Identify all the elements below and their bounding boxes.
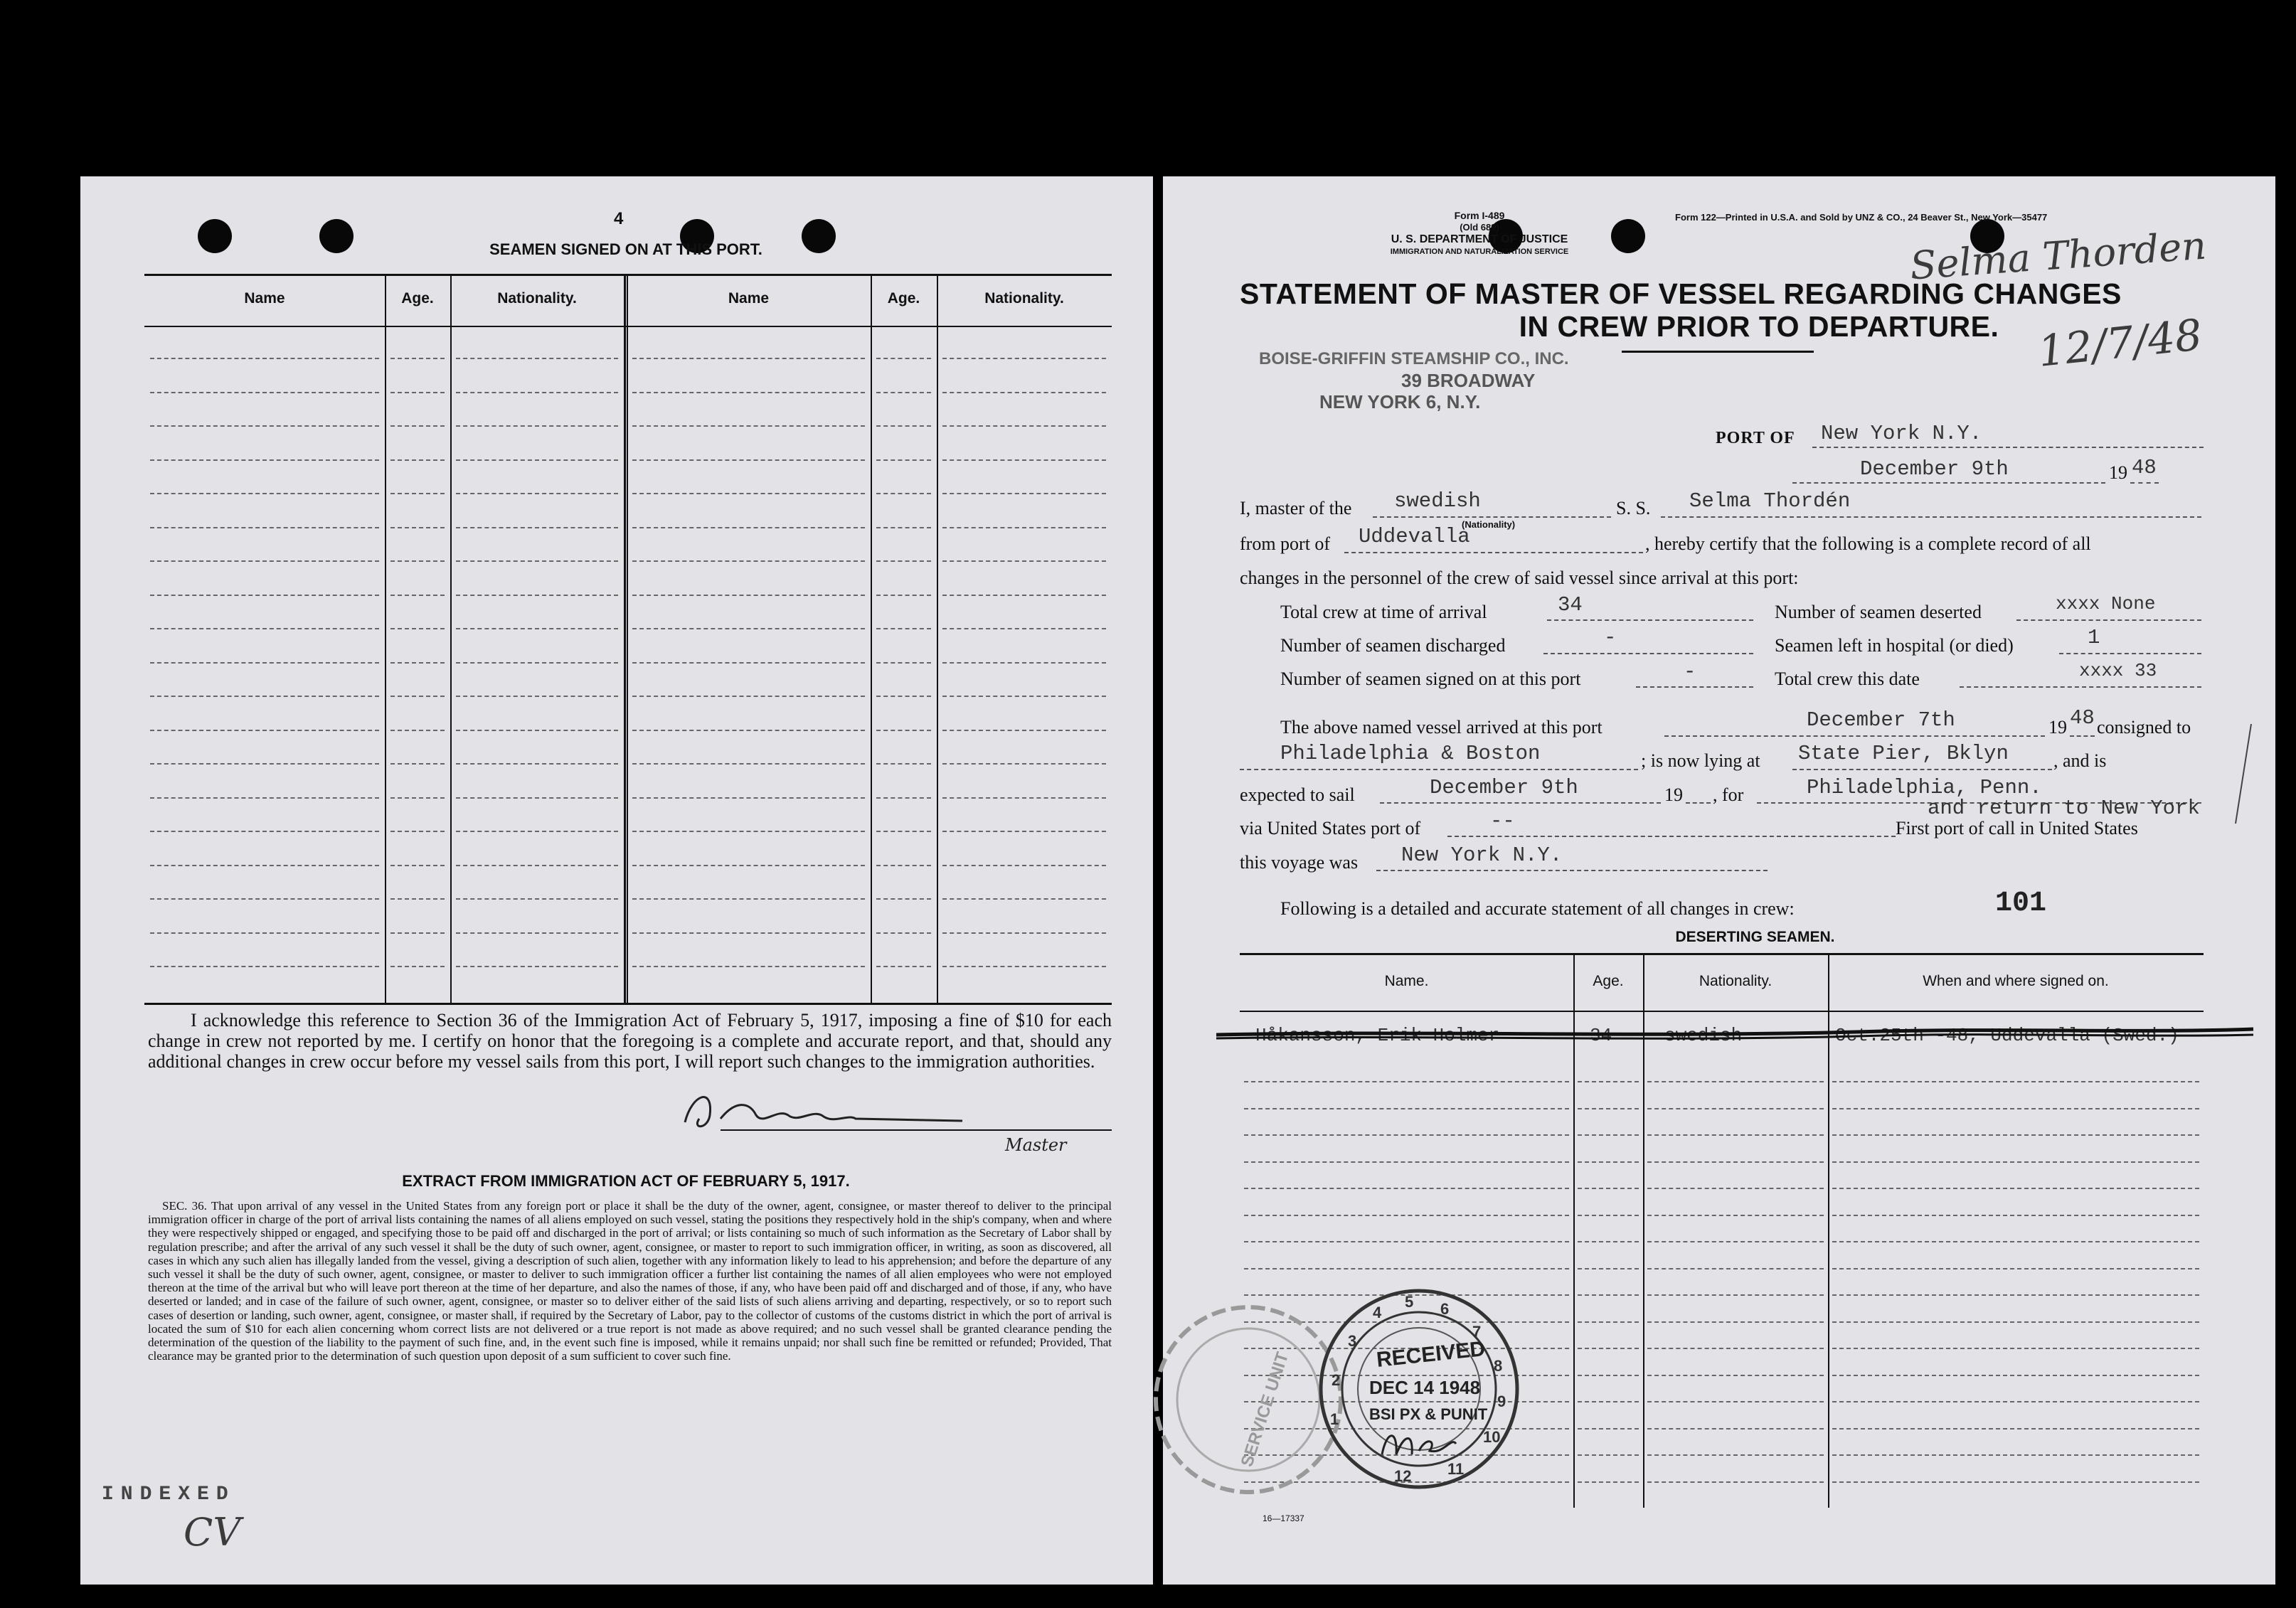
agent-stamp-line3: NEW YORK 6, N.Y. [1319, 391, 1481, 412]
table-row-line [942, 628, 1106, 629]
table-row-line [632, 730, 865, 731]
table-row-line [876, 493, 931, 494]
table-row-line [1647, 1134, 1824, 1136]
table-row-line [942, 865, 1106, 866]
table-row-line [1578, 1268, 1639, 1269]
table-row-line [632, 425, 865, 427]
ss-label: S. S. [1616, 498, 1651, 518]
table-row-line [876, 527, 931, 528]
table-row-line [632, 595, 865, 596]
table-row-line [942, 831, 1106, 832]
table-row-line [632, 865, 865, 866]
stamp-digit: 5 [1405, 1293, 1414, 1311]
table-row-line [390, 662, 445, 664]
date-value: December 9th [1860, 457, 2009, 481]
table-row-line [456, 932, 618, 934]
table-row-line [1832, 1161, 2199, 1163]
table-row-line [1647, 1241, 1824, 1242]
table-row-line [150, 527, 379, 528]
acknowledgement-text: I acknowledge this reference to Section 36 of the Immigration Act of February 5, 1917, imposing a fine of $10 for each change in crew not reported by me. I certify on honor that the foregoing is a complete and accurate report, and that, should any additional changes in crew occur before my vessel sails from this port, I will report such changes to the immigration authorities. [148, 1010, 1112, 1072]
table-row-line [456, 358, 618, 359]
table-row-line [456, 662, 618, 664]
table-row-line [1244, 1134, 1569, 1136]
column-header: Nationality. [984, 290, 1064, 307]
table-row-line [942, 797, 1106, 799]
table-row-line [1832, 1188, 2199, 1189]
table-row-line [1647, 1348, 1824, 1349]
deserter-nationality: swedish [1664, 1025, 1743, 1046]
stamp-digit: 9 [1497, 1393, 1506, 1410]
table-row-line [150, 628, 379, 629]
total-date-label: Total crew this date [1775, 669, 1920, 689]
received-office: BSI PX & PUNIT [1369, 1405, 1488, 1423]
table-row-line [456, 966, 618, 967]
port-of-label: PORT OF [1716, 429, 1795, 447]
stamp-digit: 7 [1472, 1323, 1482, 1341]
total-arrival-value: 34 [1558, 593, 1583, 617]
table-row-line [1647, 1321, 1824, 1323]
table-row-line [150, 865, 379, 866]
table-row-line [942, 966, 1106, 967]
table-row-line [390, 358, 445, 359]
table-row-line [1578, 1348, 1639, 1349]
left-page [80, 176, 1153, 1585]
table-row-line [942, 425, 1106, 427]
for-value: Philadelphia, Penn. [1807, 776, 2042, 799]
table-row-line [1244, 1241, 1569, 1242]
arrived-value: December 7th [1807, 708, 1955, 732]
stamp-digit: 10 [1483, 1428, 1501, 1446]
table-row-line [942, 662, 1106, 664]
hospital-value: 1 [2088, 626, 2100, 649]
table-row-line [1578, 1375, 1639, 1376]
master-of-label: I, master of the [1240, 498, 1352, 518]
faint-stamp-text: SERVICE UNIT [1237, 1349, 1293, 1469]
table-row-line [1832, 1108, 2199, 1109]
table-row-line [1832, 1215, 2199, 1216]
table-row-line [1578, 1161, 1639, 1163]
expected-value: December 9th [1430, 776, 1578, 799]
table-row-line [876, 662, 931, 664]
service: IMMIGRATION AND NATURALIZATION SERVICE [1390, 247, 1569, 256]
following-label: Following is a detailed and accurate statement of all changes in crew: [1280, 898, 1795, 919]
table-row-line [456, 763, 618, 765]
table-row-line [1244, 1081, 1569, 1082]
first-port-label: First port of call in United States [1896, 818, 2138, 838]
deserter-age: 34 [1590, 1025, 1612, 1046]
table-row-line [456, 425, 618, 427]
table-row-line [390, 831, 445, 832]
department: U. S. DEPARTMENT OF JUSTICE [1391, 233, 1568, 245]
table-row-line [390, 459, 445, 461]
table-row-line [456, 527, 618, 528]
agent-stamp-line1: BOISE-GRIFFIN STEAMSHIP CO., INC. [1259, 349, 1569, 368]
table-row-line [390, 392, 445, 393]
table-row-line [1647, 1188, 1824, 1189]
stamp-digit: 8 [1494, 1357, 1503, 1375]
table-row-line [876, 425, 931, 427]
deserting-title: DESERTING SEAMEN. [1675, 929, 1835, 945]
table-row-line [632, 527, 865, 528]
printer-line: Form 122—Printed in U.S.A. and Sold by UNZ & CO., 24 Beaver St., New York—35477 [1675, 212, 2048, 223]
expected-year-prefix: 19 [1664, 784, 1683, 805]
table-row-line [876, 459, 931, 461]
number-stamp: 101 [1995, 888, 2047, 920]
table-row-line [1578, 1081, 1639, 1082]
table-row-line [876, 392, 931, 393]
table-row-line [390, 527, 445, 528]
strike-through [1216, 1019, 2255, 1048]
table-row-line [942, 560, 1106, 562]
column-header: Nationality. [497, 290, 577, 307]
table-row-line [632, 831, 865, 832]
table-row-line [1578, 1428, 1639, 1429]
consignee-value: Philadelphia & Boston [1280, 742, 1541, 765]
table-row-line [1244, 1215, 1569, 1216]
table-row-line [150, 898, 379, 900]
table-row-line [150, 730, 379, 731]
table-row-line [1578, 1481, 1639, 1483]
table-row-line [456, 831, 618, 832]
handwritten-ship-name: Selma Thorden [1908, 223, 2208, 289]
via-value: -- [1490, 809, 1515, 833]
page-number: 4 [614, 209, 624, 228]
extract-text: SEC. 36. That upon arrival of any vessel in the United States from any foreign port or place it shall be the duty of the owner, agent, consignee, or master thereof to deliver to the principal immigration officer in charge of the port of arrival lists containing the names of all aliens employed on such vessel, stating the positions they respectively hold in the ship's company, when and where they were respectively shipped or engaged, and specifying those to be paid off and discharged in the port of arrival; or lists containing so much of such information as the Secretary of Labor shall by regulation prescribe; and after the arrival of any such vessel it shall be the duty of such owner, agent, consignee, or master to report to such immigration officer, in writing, as soon as discovered, all cases in which any such alien has illegally landed from the vessel, giving a description of such alien, together with any information likely to lead to his apprehension; and before the departure of any such vessel it shall be the duty of such owner, agent, consignee, or master to deliver to such immigration officer a further list containing the names of all alien employees who were not employed thereon at the time of the arrival but who will leave port thereon at the time of her departure, and also the names of those, if any, who have been paid off and discharged and of those, if any, who have deserted or landed; and in case of the failure of such owner, agent, consignee, or master so to deliver either of the said lists of such aliens arriving and departing, respectively, or so to report such cases of desertion or landing, such owner, agent, consignee, or master shall, if required by the Secretary of Labor, pay to the collector of customs of the customs district in which the port of arrival is located the sum of $10 for each alien concerning whom correct lists are not delivered or a true report is not made as above required; and no such vessel shall be granted clearance pending the determination of the question of the liability to the payment of such fine, and, in the event such fine is imposed, while it remains unpaid; nor shall such fine be remitted or refunded; Provided, That clearance may be granted prior to the determination of such question upon deposit of a sum sufficient to cover such fine. [148, 1199, 1112, 1363]
table-row-line [876, 966, 931, 967]
section-title: SEAMEN SIGNED ON AT THIS PORT. [489, 240, 762, 258]
table-row-line [1832, 1294, 2199, 1296]
table-row-line [876, 628, 931, 629]
nationality-value: swedish [1394, 489, 1481, 513]
table-row-line [942, 763, 1106, 765]
table-row-line [1832, 1321, 2199, 1323]
voyage-label: this voyage was [1240, 852, 1359, 873]
table-row-line [1647, 1161, 1824, 1163]
table-row-line [150, 493, 379, 494]
ship-value: Selma Thordén [1689, 489, 1851, 513]
table-row-line [1647, 1294, 1824, 1296]
table-row-line [632, 696, 865, 697]
table-row-line [1647, 1454, 1824, 1456]
table-row-line [632, 628, 865, 629]
total-arrival-label: Total crew at time of arrival [1280, 602, 1487, 622]
table-row-line [942, 898, 1106, 900]
table-row-line [390, 865, 445, 866]
stamp-digit: 4 [1373, 1304, 1382, 1321]
table-row-line [150, 696, 379, 697]
table-row-line [456, 797, 618, 799]
table-row-line [632, 932, 865, 934]
table-row-line [150, 425, 379, 427]
right-page [1163, 176, 2275, 1585]
deserted-label: Number of seamen deserted [1775, 602, 1982, 622]
table-row-line [390, 966, 445, 967]
from-port-value: Uddevalla [1359, 525, 1470, 548]
table-row-line [632, 763, 865, 765]
deserter-name: Håkansson, Erik Holmer [1255, 1025, 1500, 1046]
table-row-line [1832, 1401, 2199, 1402]
table-row-line [876, 831, 931, 832]
table-row-line [390, 560, 445, 562]
table-row-line [632, 459, 865, 461]
table-row-line [390, 493, 445, 494]
from-port-label: from port of [1240, 533, 1331, 554]
table-row-line [390, 730, 445, 731]
table-row-line [390, 628, 445, 629]
table-row-line [150, 966, 379, 967]
table-row-line [150, 595, 379, 596]
table-row-line [942, 696, 1106, 697]
table-row-line [1578, 1241, 1639, 1242]
table-row-line [150, 932, 379, 934]
nationality-caption: (Nationality) [1462, 519, 1516, 530]
table-row-line [1244, 1268, 1569, 1269]
table-row-line [150, 662, 379, 664]
table-row-line [1647, 1401, 1824, 1402]
table-row-line [456, 459, 618, 461]
table-row-line [1647, 1268, 1824, 1269]
table-row-line [1647, 1375, 1824, 1376]
table-row-line [1647, 1081, 1824, 1082]
table-row-line [1244, 1188, 1569, 1189]
signed-on-value: - [1684, 660, 1696, 683]
stamp-digit: 6 [1440, 1300, 1450, 1318]
stamp-digit: 12 [1394, 1467, 1412, 1485]
for-label: , for [1713, 784, 1744, 805]
table-row-line [456, 865, 618, 866]
deserting-column-header: Age. [1593, 973, 1624, 989]
arrived-year-prefix: 19 [2048, 717, 2067, 738]
signed-on-label: Number of seamen signed on at this port [1280, 669, 1581, 689]
table-row-line [632, 966, 865, 967]
table-row-line [632, 898, 865, 900]
deserter-signed-on: Oct.25th -48, Uddevalla (Swed.) [1835, 1025, 2179, 1046]
lying-value: State Pier, Bklyn [1798, 742, 2009, 765]
indexed-initials: CV [184, 1510, 241, 1555]
table-row-line [942, 392, 1106, 393]
master-signature [671, 1080, 969, 1144]
table-row-line [1832, 1454, 2199, 1456]
table-row-line [632, 662, 865, 664]
received-label: RECEIVED [1375, 1337, 1487, 1372]
table-row-line [1578, 1294, 1639, 1296]
table-row-line [390, 696, 445, 697]
and-is-label: , and is [2053, 750, 2107, 771]
table-row-line [1578, 1454, 1639, 1456]
table-row-line [632, 493, 865, 494]
table-row-line [456, 730, 618, 731]
column-header: Age. [887, 290, 920, 307]
table-row-line [1578, 1134, 1639, 1136]
arrived-label: The above named vessel arrived at this port [1280, 717, 1603, 738]
year-value: 48 [2132, 456, 2157, 479]
table-row-line [150, 560, 379, 562]
table-row-line [150, 358, 379, 359]
stamp-digit: 3 [1348, 1332, 1357, 1350]
table-row-line [876, 595, 931, 596]
voyage-value: New York N.Y. [1401, 843, 1563, 867]
table-row-line [456, 392, 618, 393]
table-row-line [632, 797, 865, 799]
table-row-line [1578, 1108, 1639, 1109]
table-row-line [1578, 1188, 1639, 1189]
table-row-line [876, 358, 931, 359]
received-initials [1376, 1422, 1462, 1465]
table-row-line [632, 560, 865, 562]
deserted-value: xxxx None [2056, 593, 2156, 614]
indexed-stamp: INDEXED [102, 1484, 235, 1506]
form-title-line1: STATEMENT OF MASTER OF VESSEL REGARDING CHANGES [1240, 277, 2122, 310]
certify-text: , hereby certify that the following is a complete record of all [1645, 533, 2091, 554]
table-row-line [632, 358, 865, 359]
table-row-line [150, 459, 379, 461]
form-code: 16—17337 [1263, 1513, 1304, 1523]
table-row-line [1244, 1108, 1569, 1109]
table-row-line [456, 560, 618, 562]
table-row-line [1832, 1428, 2199, 1429]
table-row-line [456, 493, 618, 494]
table-row-line [876, 797, 931, 799]
table-row-line [390, 425, 445, 427]
arrived-year-value: 48 [2070, 706, 2095, 730]
deserting-column-header: Nationality. [1699, 973, 1773, 989]
table-row-line [150, 797, 379, 799]
table-row-line [1832, 1481, 2199, 1483]
table-row-line [876, 898, 931, 900]
total-date-value: xxxx 33 [2079, 660, 2157, 681]
margin-mark [2230, 717, 2258, 831]
table-row-line [150, 763, 379, 765]
table-row-line [942, 932, 1106, 934]
stamp-digit: 11 [1447, 1460, 1465, 1478]
table-row-line [1578, 1215, 1639, 1216]
table-row-line [390, 797, 445, 799]
table-row-line [1578, 1401, 1639, 1402]
table-row-line [1647, 1481, 1824, 1483]
table-row-line [1832, 1081, 2199, 1082]
expected-label: expected to sail [1240, 784, 1355, 805]
table-row-line [942, 527, 1106, 528]
table-row-line [1647, 1108, 1824, 1109]
consigned-label: consigned to [2097, 717, 2191, 738]
table-row-line [1578, 1321, 1639, 1323]
table-row-line [876, 932, 931, 934]
table-row-line [390, 932, 445, 934]
deserting-column-header: Name. [1384, 973, 1429, 989]
table-row-line [942, 493, 1106, 494]
year-prefix: 19 [2109, 462, 2127, 483]
table-row-line [942, 459, 1106, 461]
table-row-line [876, 696, 931, 697]
table-row-line [1832, 1268, 2199, 1269]
table-row-line [1832, 1375, 2199, 1376]
table-row-line [942, 358, 1106, 359]
received-date: DEC 14 1948 [1369, 1377, 1481, 1398]
extract-title: EXTRACT FROM IMMIGRATION ACT OF FEBRUARY 5, 1917. [402, 1172, 850, 1190]
agent-stamp-line2: 39 BROADWAY [1401, 370, 1536, 391]
master-label: Master [1005, 1135, 1067, 1155]
table-row-line [876, 730, 931, 731]
table-row-line [456, 595, 618, 596]
table-row-line [1832, 1241, 2199, 1242]
port-of-value: New York N.Y. [1821, 422, 1982, 445]
table-row-line [390, 763, 445, 765]
column-header: Name [244, 290, 285, 307]
table-row-line [150, 392, 379, 393]
discharged-value: - [1604, 626, 1617, 649]
stamp-digit: 1 [1330, 1410, 1339, 1428]
column-header: Name [728, 290, 770, 307]
table-row-line [456, 696, 618, 697]
form-old: (Old 689) [1460, 222, 1499, 233]
stamp-digit: 2 [1332, 1371, 1341, 1389]
table-row-line [150, 831, 379, 832]
table-row-line [1647, 1428, 1824, 1429]
via-label: via United States port of [1240, 818, 1421, 838]
handwritten-date: 12/7/48 [2035, 310, 2205, 377]
table-row-line [942, 730, 1106, 731]
return-value: and return to New York [1928, 797, 2200, 820]
table-row-line [1832, 1134, 2199, 1136]
discharged-label: Number of seamen discharged [1280, 635, 1506, 656]
form-title-line2: IN CREW PRIOR TO DEPARTURE. [1519, 310, 1999, 343]
deserting-column-header: When and where signed on. [1923, 973, 2109, 989]
form-number: Form I-489 [1454, 210, 1505, 221]
column-header: Age. [401, 290, 434, 307]
table-row-line [1647, 1215, 1824, 1216]
table-row-line [876, 763, 931, 765]
table-row-line [876, 865, 931, 866]
table-row-line [456, 898, 618, 900]
table-row-line [1832, 1348, 2199, 1349]
table-row-line [1244, 1161, 1569, 1163]
table-row-line [632, 392, 865, 393]
table-row-line [390, 898, 445, 900]
table-row-line [876, 560, 931, 562]
hospital-label: Seamen left in hospital (or died) [1775, 635, 2014, 656]
table-row-line [942, 595, 1106, 596]
table-row-line [456, 628, 618, 629]
lying-label: ; is now lying at [1641, 750, 1760, 771]
table-row-line [390, 595, 445, 596]
certify-text-2: changes in the personnel of the crew of said vessel since arrival at this port: [1240, 568, 1799, 588]
